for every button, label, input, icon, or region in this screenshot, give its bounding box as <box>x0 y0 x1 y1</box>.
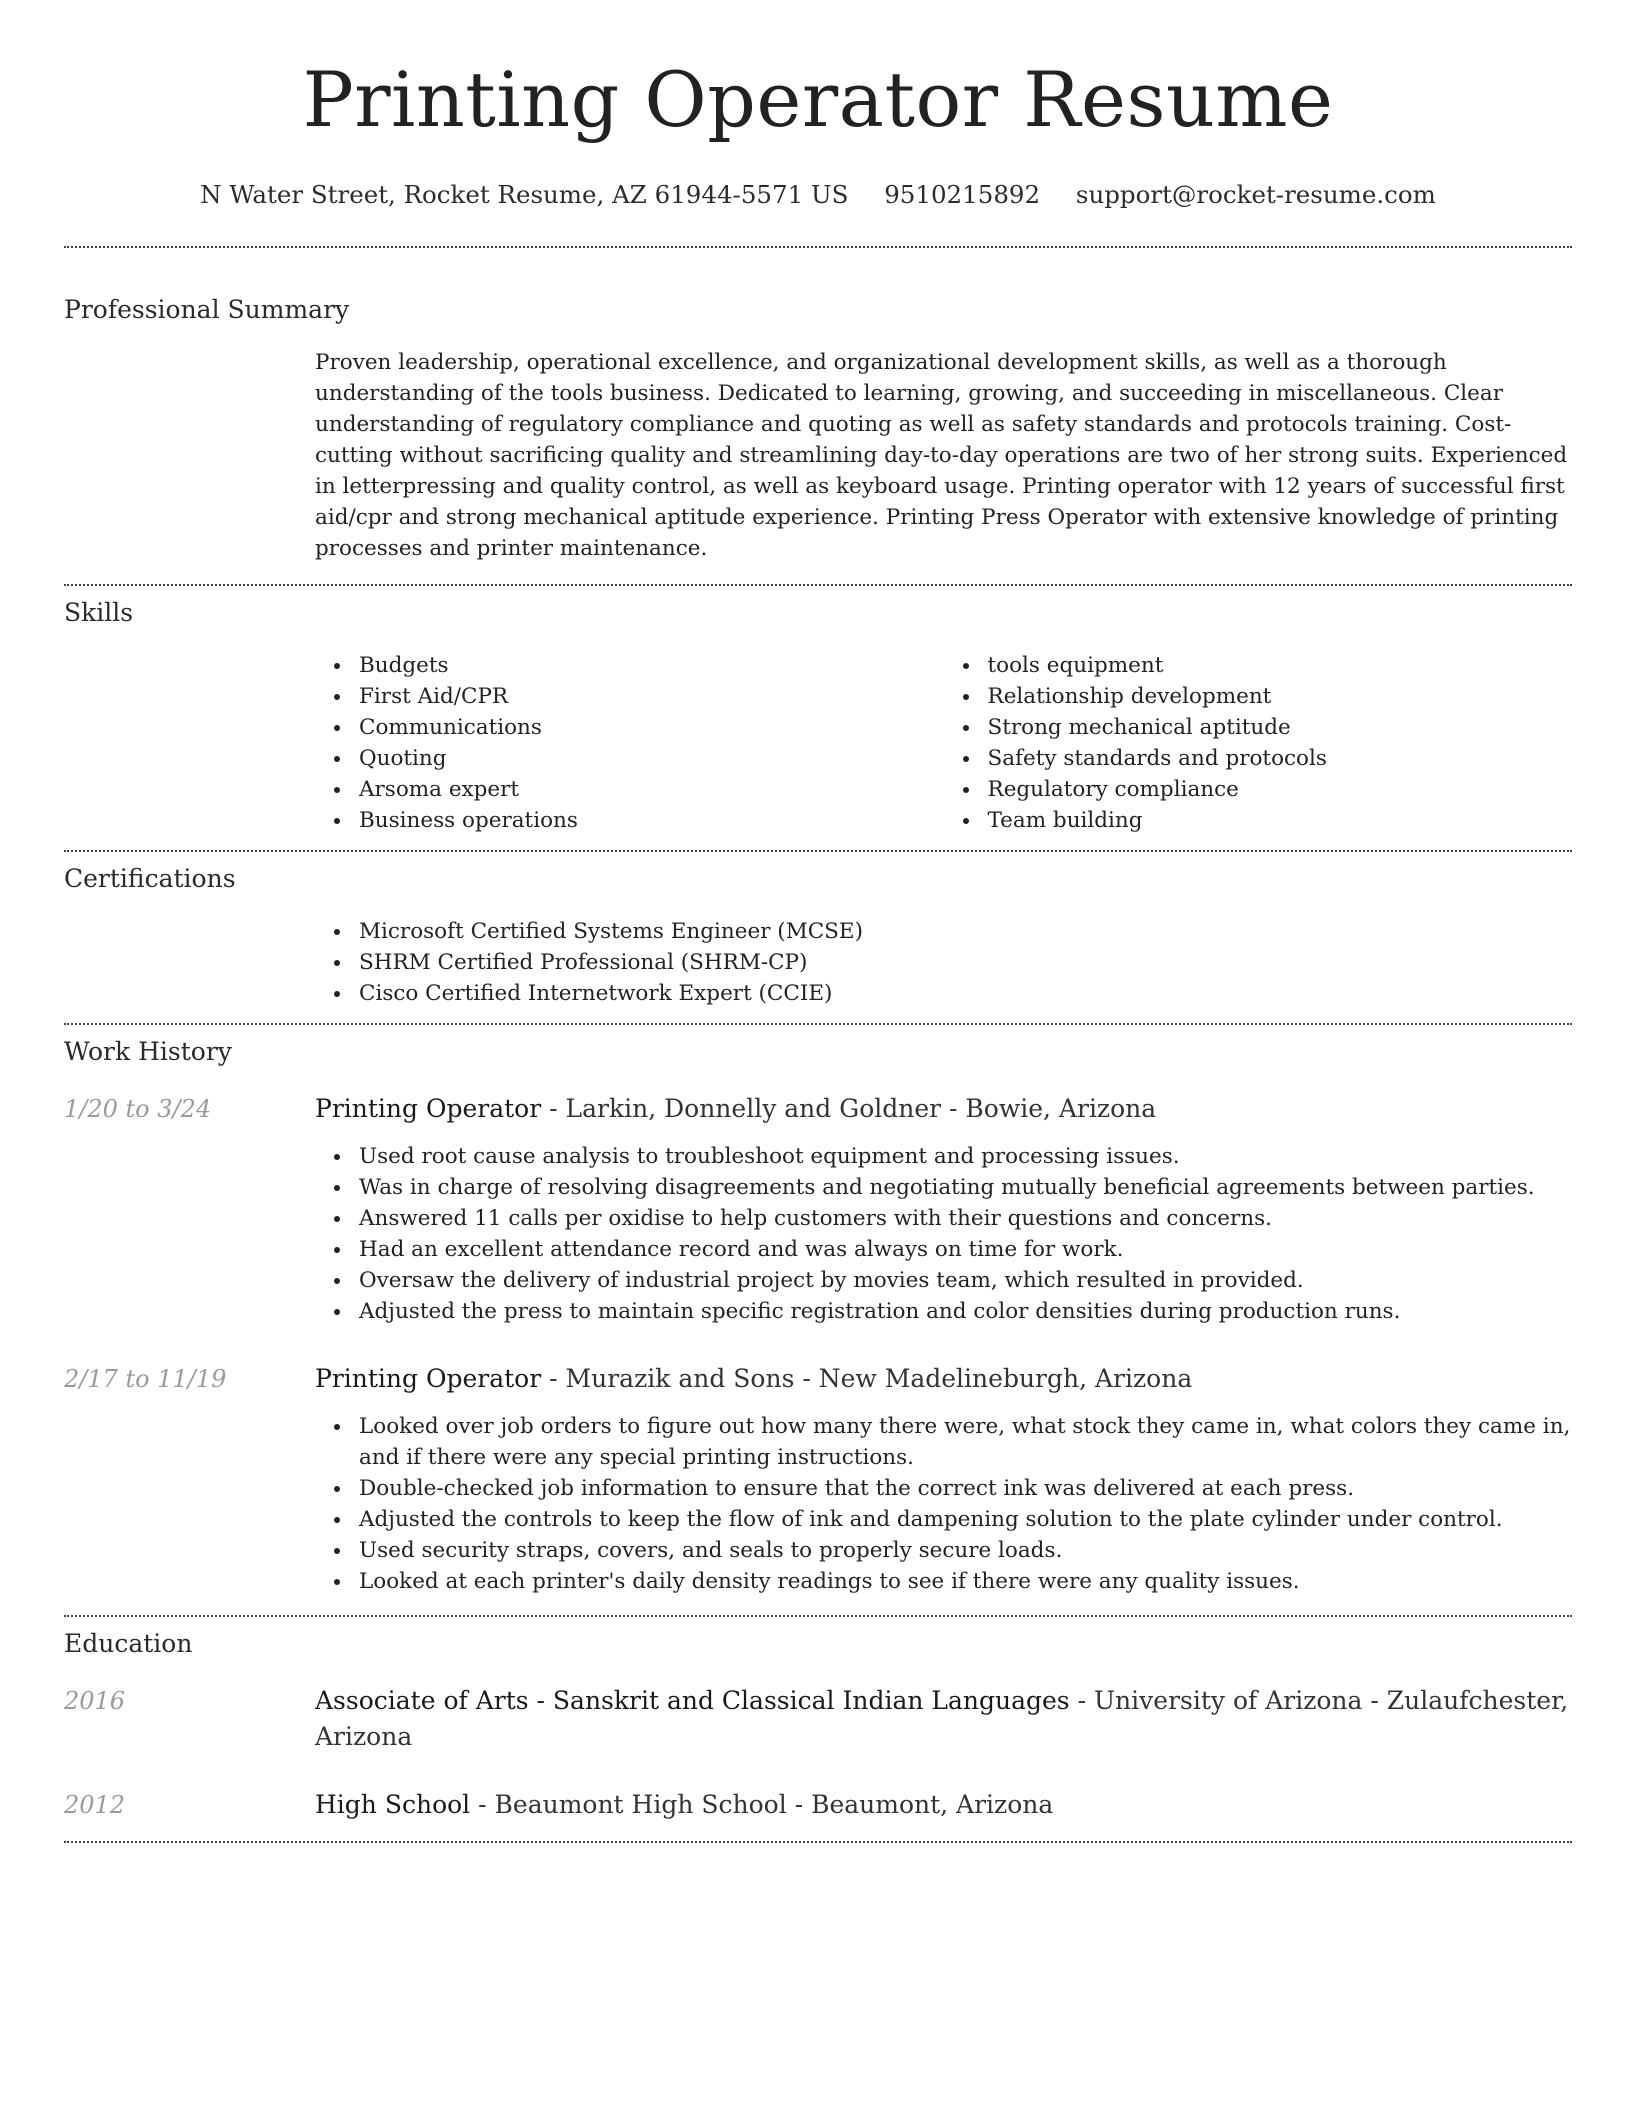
job-entry <box>64 1091 1572 1327</box>
skill-item: Strong mechanical aptitude <box>988 712 1573 743</box>
job-bullet: Adjusted the controls to keep the flow of ink and dampening solution to the plate cylinder under control. <box>359 1504 1572 1535</box>
resume-content <box>64 0 1572 1843</box>
certification-item: Microsoft Certified Systems Engineer (MCSE) <box>359 916 1572 947</box>
job-dates: 1/20 to 3/24 <box>64 1095 212 1123</box>
job-bullet: Looked at each printer's daily density readings to see if there were any quality issues. <box>359 1566 1572 1597</box>
job-dates: 2/17 to 11/19 <box>64 1365 227 1393</box>
skills-list-left <box>315 650 944 836</box>
skill-item: Communications <box>359 712 944 743</box>
education-title <box>315 1787 1572 1823</box>
education-entry <box>64 1787 1572 1823</box>
contact-phone: 9510215892 <box>884 180 1041 209</box>
work-history-section <box>64 1025 1572 1597</box>
skill-item: tools equipment <box>988 650 1573 681</box>
job-bullets <box>315 1411 1572 1597</box>
job-bullet: Looked over job orders to figure out how many there were, what stock they came in, what colors they came in, and if there were any special printing instructions. <box>359 1411 1572 1473</box>
job-title <box>315 1091 1572 1127</box>
skill-item: Business operations <box>359 805 944 836</box>
job-body <box>315 1091 1572 1327</box>
education-year: 2012 <box>64 1791 126 1819</box>
certifications-section <box>64 852 1572 1009</box>
skills-section <box>64 586 1572 836</box>
certification-item: SHRM Certified Professional (SHRM-CP) <box>359 947 1572 978</box>
skills-body <box>315 650 1572 836</box>
education-school: - Beaumont High School - Beaumont, Arizona <box>470 1790 1054 1819</box>
skill-item: Team building <box>988 805 1573 836</box>
summary-heading: Professional Summary <box>64 295 350 324</box>
education-heading: Education <box>64 1629 193 1658</box>
summary-section <box>64 248 1572 564</box>
contact-address: N Water Street, Rocket Resume, AZ 61944-5571 US <box>200 180 849 209</box>
job-employer: - Larkin, Donnelly and Goldner - Bowie, Arizona <box>541 1094 1157 1123</box>
job-bullet: Double-checked job information to ensure that the correct ink was delivered at each press. <box>359 1473 1572 1504</box>
summary-body <box>315 347 1572 564</box>
job-employer: - Murazik and Sons - New Madelineburgh, Arizona <box>541 1364 1193 1393</box>
job-bullet: Was in charge of resolving disagreements and negotiating mutually beneficial agreements between parties. <box>359 1172 1572 1203</box>
certification-item: Cisco Certified Internetwork Expert (CCIE) <box>359 978 1572 1009</box>
education-section <box>64 1617 1572 1823</box>
job-bullet: Oversaw the delivery of industrial project by movies team, which resulted in provided. <box>359 1265 1572 1296</box>
job-bullet: Adjusted the press to maintain specific registration and color densities during production runs. <box>359 1296 1572 1327</box>
job-role: Printing Operator <box>315 1094 542 1123</box>
divider <box>64 1841 1572 1843</box>
job-title <box>315 1361 1572 1397</box>
skill-item: Relationship development <box>988 681 1573 712</box>
job-bullet: Had an excellent attendance record and was always on time for work. <box>359 1234 1572 1265</box>
education-title <box>315 1683 1572 1755</box>
contact-email: support@rocket-resume.com <box>1075 180 1436 209</box>
resume-title: Printing Operator Resume <box>302 55 1334 144</box>
certifications-body <box>315 916 1572 1009</box>
summary-text: Proven leadership, operational excellence, and organizational development skills, as well as a thorough understanding of the tools business. Dedicated to learning, growing, and succeeding in miscellaneous. Clear understanding of regulatory compliance and quoting as well as safety standards and protocols training. Cost-cutting without sacrificing quality and streamlining day-to-day operations are two of her strong suits. Experienced in letterpressing and quality control, as well as keyboard usage. Printing operator with 12 years of successful first aid/cpr and strong mechanical aptitude experience. Printing Press Operator with extensive knowledge of printing processes and printer maintenance. <box>315 350 1568 561</box>
job-bullets <box>315 1141 1572 1327</box>
contact-line <box>64 178 1572 212</box>
education-entry <box>64 1683 1572 1755</box>
skill-item: Arsoma expert <box>359 774 944 805</box>
job-role: Printing Operator <box>315 1364 542 1393</box>
skill-item: Budgets <box>359 650 944 681</box>
skill-item: Regulatory compliance <box>988 774 1573 805</box>
skill-item: First Aid/CPR <box>359 681 944 712</box>
skills-list-right <box>944 650 1573 836</box>
skills-columns <box>315 650 1572 836</box>
skill-item: Quoting <box>359 743 944 774</box>
education-year: 2016 <box>64 1687 126 1715</box>
job-entry <box>64 1361 1572 1597</box>
job-body <box>315 1361 1572 1597</box>
education-school: - University of Arizona - Zulaufchester, Arizona <box>315 1686 1569 1751</box>
education-degree: High School <box>315 1790 471 1819</box>
job-bullet: Used security straps, covers, and seals to properly secure loads. <box>359 1535 1572 1566</box>
education-body <box>315 1787 1572 1823</box>
certifications-list <box>315 916 1572 1009</box>
education-degree: Associate of Arts - Sanskrit and Classical Indian Languages <box>315 1686 1070 1715</box>
work-history-heading: Work History <box>64 1037 232 1066</box>
certifications-heading: Certifications <box>64 864 236 893</box>
education-body <box>315 1683 1572 1755</box>
job-bullet: Used root cause analysis to troubleshoot equipment and processing issues. <box>359 1141 1572 1172</box>
job-bullet: Answered 11 calls per oxidise to help customers with their questions and concerns. <box>359 1203 1572 1234</box>
skills-heading: Skills <box>64 598 134 627</box>
skill-item: Safety standards and protocols <box>988 743 1573 774</box>
